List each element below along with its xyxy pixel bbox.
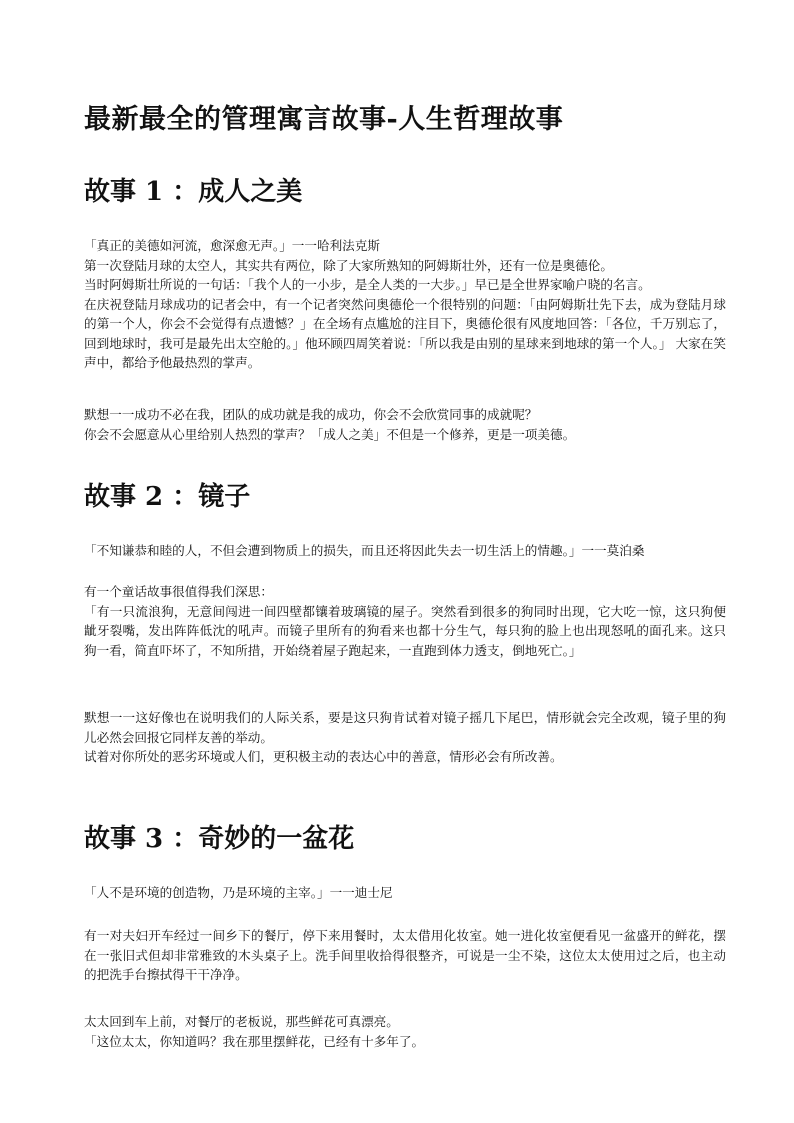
story-2-quote-block <box>84 541 726 561</box>
story-1-reflection-line: 默想一一成功不必在我，团队的成功就是我的成功，你会不会欣赏同事的成就呢？ <box>84 407 538 422</box>
story-2-reflection-line: 试着对你所处的恶劣环境或人们，更积极主动的表达心中的善意，情形必会有所改善。 <box>84 749 563 764</box>
story-1-reflection-line: 你会不会愿意从心里给别人热烈的掌声？「成人之美」不但是一个修养，更是一项美德。 <box>84 426 576 442</box>
story-2-heading: 故事 2 ：镜子 <box>84 482 251 512</box>
story-2-paragraph: 有一个童话故事很值得我们深思： <box>84 584 273 599</box>
story-2-quote: 「不知谦恭和睦的人，不但会遭到物质上的损失，而且还将因此失去一切生活上的情趣。」一一莫泊桑 <box>84 543 645 558</box>
story-3-continuation <box>84 1012 726 1051</box>
story-1-paragraph: 当时阿姆斯壮所说的一句话：「我个人的一小步，是全人类的一大步。」早已是全世界家喻户晓的名言。 <box>84 277 651 292</box>
story-3-paragraph: 「这位太太，你知道吗？我在那里摆鲜花，已经有十多年了。 <box>84 1033 425 1049</box>
story-1-paragraph: 第一次登陆月球的太空人，其实共有两位，除了大家所熟知的阿姆斯壮外，还有一位是奥德伦。 <box>84 257 613 273</box>
story-2-reflection-line: 默想一一这好像也在说明我们的人际关系，要是这只狗肯试着对镜子摇几下尾巴，情形就会完全改观，镜子里的狗儿必然会回报它同样友善的举动。 <box>84 710 726 745</box>
story-3-paragraph: 有一对夫妇开车经过一间乡下的餐厅，停下来用餐时，太太借用化妆室。她一进化妆室便看见一盆盛开的鲜花，摆在一张旧式但却非常雅致的木头桌子上。洗手间里收拾得很整齐，可说是一尘不染，这位太太使用过之后，也主动的把洗手台擦拭得干干净净。 <box>84 928 726 982</box>
story-1-paragraph: 在庆祝登陆月球成功的记者会中，有一个记者突然问奥德伦一个很特别的问题：「由阿姆斯壮先下去，成为登陆月球的第一个人，你会不会觉得有点遗憾？」在全场有点尴尬的注目下，奥德伦很有风度地回答：「各位，千万别忘了，回到地球时，我可是最先出太空舱的。」他环顾四周笑着说：「所以我是由别的星球来到地球的第一个人。」 大家在笑声中，都给予他最热烈的掌声。 <box>84 296 726 370</box>
story-2-reflection <box>84 708 726 767</box>
story-1-quote: 「真正的美德如河流，愈深愈无声。」一一哈利法克斯 <box>84 238 380 253</box>
story-3-quote-block <box>84 883 726 903</box>
document-title: 最新最全的管理寓言故事-人生哲理故事 <box>84 104 564 135</box>
story-1-reflection <box>84 405 726 444</box>
story-3-body <box>84 926 726 985</box>
story-2-body <box>84 582 726 660</box>
story-2-paragraph: 「有一只流浪狗，无意间闯进一间四壁都镶着玻璃镜的屋子。突然看到很多的狗同时出现，它大吃一惊，这只狗便龇牙裂嘴，发出阵阵低沈的吼声。而镜子里所有的狗看来也都十分生气，每只狗的脸上也出现怒吼的面孔来。这只狗一看，简直吓坏了，不知所措，开始绕着屋子跑起来，一直跑到体力透支，倒地死亡。」 <box>84 603 726 658</box>
story-1-heading: 故事 1 ：成人之美 <box>84 177 303 207</box>
story-1-body <box>84 236 726 373</box>
story-3-heading: 故事 3 ：奇妙的一盆花 <box>84 824 355 854</box>
story-3-paragraph: 太太回到车上前，对餐厅的老板说，那些鲜花可真漂亮。 <box>84 1014 399 1029</box>
story-3-quote: 「人不是环境的创造物，乃是环境的主宰。」一一迪士尼 <box>84 885 393 900</box>
